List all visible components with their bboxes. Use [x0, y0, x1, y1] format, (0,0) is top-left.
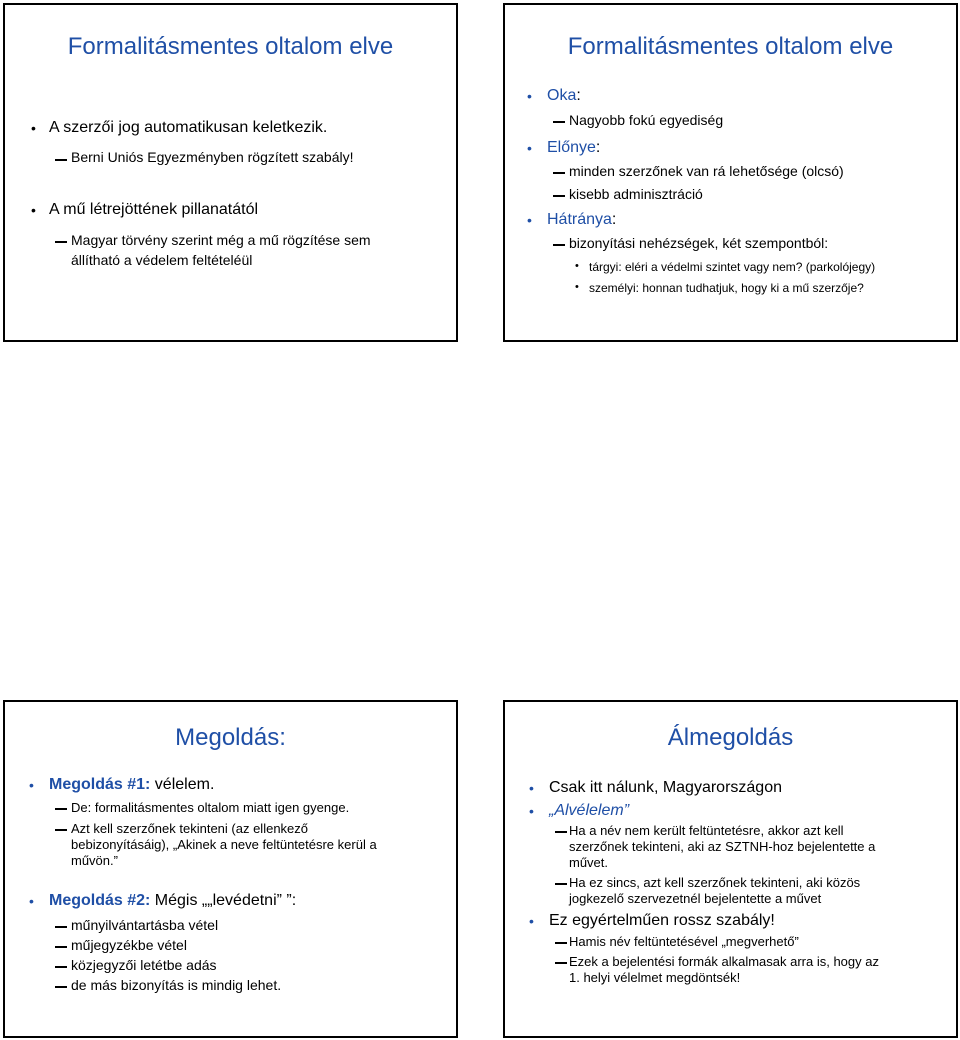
bullet-icon: •	[31, 120, 36, 136]
dash-icon	[55, 159, 67, 161]
sub-bullet-text: művet.	[569, 855, 609, 870]
sub-bullet-text: Azt kell szerzőnek tekinteni (az ellenkező	[71, 821, 309, 836]
heading-hatranya: Hátránya:	[547, 211, 617, 228]
bullet-icon: •	[575, 260, 579, 272]
bullet-icon: •	[29, 893, 34, 909]
bullet-icon: •	[529, 803, 534, 819]
dash-icon	[555, 883, 567, 885]
dash-icon	[55, 926, 67, 928]
sub-bullet-text: Ha ez sincs, azt kell szerzőnek tekinteni, aki közös	[569, 875, 861, 890]
bullet-icon: •	[527, 140, 532, 156]
dash-icon	[55, 808, 67, 810]
slide-title: Megoldás:	[175, 724, 286, 751]
heading-oka: Oka:	[547, 87, 581, 104]
bullet-text: Csak itt nálunk, Magyarországon	[549, 779, 782, 796]
sub-bullet-text: Nagyobb fokú egyediség	[569, 112, 724, 128]
dash-icon	[55, 966, 67, 968]
sub-sub-bullet-text: személyi: honnan tudhatjuk, hogy ki a mű szerzője?	[589, 281, 864, 295]
dash-icon	[555, 942, 567, 944]
sub-bullet-text: 1. helyi vélelmet megdöntsék!	[569, 970, 741, 985]
dash-icon	[55, 986, 67, 988]
bullet-icon: •	[575, 281, 579, 293]
sub-bullet-text: állítható a védelem feltételéül	[71, 252, 253, 268]
sub-bullet-text: művön.”	[71, 853, 118, 868]
dash-icon	[553, 244, 565, 246]
dash-icon	[55, 946, 67, 948]
sub-bullet-text: Magyar törvény szerint még a mű rögzítése sem	[71, 232, 371, 248]
slide-formalitasmentes-1	[3, 3, 458, 342]
bullet-icon: •	[527, 212, 532, 228]
dash-icon	[553, 195, 565, 197]
sub-bullet-text: bebizonyításáig), „Akinek a neve feltüntetésre kerül a	[71, 837, 377, 852]
slide-title: Formalitásmentes oltalom elve	[67, 33, 394, 60]
bullet-megoldas-2: Megoldás #2: Mégis „„levédetni” ”:	[49, 892, 297, 909]
sub-bullet-text: Berni Uniós Egyezményben rögzített szabály!	[71, 149, 354, 165]
dash-icon	[55, 241, 67, 243]
dash-icon	[555, 831, 567, 833]
bullet-alvelelem: „Alvélelem”	[549, 802, 630, 819]
sub-bullet-text: De: formalitásmentes oltalom miatt igen gyenge.	[71, 800, 350, 815]
sub-bullet-text: minden szerzőnek van rá lehetősége (olcsó)	[569, 163, 844, 179]
sub-bullet-text: de más bizonyítás is mindig lehet.	[71, 977, 282, 993]
sub-bullet-text: jogkezelő szervezetnél bejelentette a művet	[569, 891, 822, 906]
slide-title: Formalitásmentes oltalom elve	[567, 33, 894, 60]
sub-bullet-text: Ezek a bejelentési formák alkalmasak arra is, hogy az	[569, 954, 879, 969]
sub-bullet-text: műnyilvántartásba vétel	[71, 917, 219, 933]
bullet-text: A mű létrejöttének pillanatától	[49, 201, 259, 218]
sub-bullet-text: Hamis név feltüntetésével „megverhető”	[569, 934, 799, 949]
sub-bullet-text: Ha a név nem került feltüntetésre, akkor azt kell	[569, 823, 844, 838]
dash-icon	[553, 121, 565, 123]
slide-formalitasmentes-2	[503, 3, 958, 342]
bullet-icon: •	[527, 88, 532, 104]
bullet-icon: •	[31, 202, 36, 218]
slide-title: Álmegoldás	[667, 724, 794, 751]
sub-sub-bullet-text: tárgyi: eléri a védelmi szintet vagy nem? (parkolójegy)	[589, 260, 876, 274]
slide-megoldas	[3, 700, 458, 1038]
dash-icon	[555, 962, 567, 964]
sub-bullet-text: kisebb adminisztráció	[569, 186, 703, 202]
bullet-icon: •	[529, 913, 534, 929]
dash-icon	[553, 172, 565, 174]
sub-bullet-text: szerzőnek tekinteni, aki az SZTNH-hoz bejelentette a	[569, 839, 876, 854]
bullet-text: Ez egyértelműen rossz szabály!	[549, 912, 775, 929]
heading-elonye: Előnye:	[547, 139, 601, 156]
sub-bullet-text: műjegyzékbe vétel	[71, 937, 187, 953]
bullet-megoldas-1: Megoldás #1: vélelem.	[49, 776, 215, 793]
bullet-text: A szerzői jog automatikusan keletkezik.	[49, 119, 328, 136]
dash-icon	[55, 829, 67, 831]
bullet-icon: •	[29, 777, 34, 793]
sub-bullet-text: bizonyítási nehézségek, két szempontból:	[569, 235, 829, 251]
bullet-icon: •	[529, 780, 534, 796]
sub-bullet-text: közjegyzői letétbe adás	[71, 957, 217, 973]
slide-almegoldas	[503, 700, 958, 1038]
